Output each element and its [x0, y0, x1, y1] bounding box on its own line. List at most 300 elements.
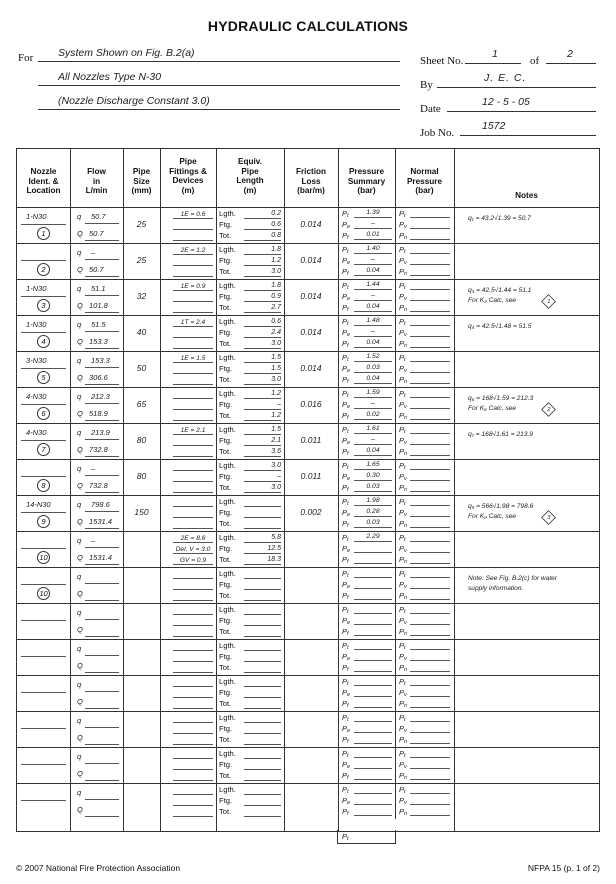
tot-label: Tot.	[219, 735, 232, 744]
table-row	[17, 207, 599, 243]
normal-pn-label: Pn	[399, 519, 408, 529]
table-row	[17, 747, 599, 783]
pressure-pf-value: 0.04	[366, 267, 380, 274]
nozzle-ident: 4-N30	[26, 428, 47, 437]
pressure-pe-label: Pe	[342, 364, 351, 374]
friction-loss: 0.014	[300, 255, 322, 265]
ftg-value: 12.5	[267, 545, 281, 552]
normal-pt-label: Pt	[399, 353, 406, 363]
lgth-label: Lgth.	[219, 605, 236, 614]
note-line-1: q₃ = 42.5√1.44 = 51.1	[468, 287, 532, 294]
normal-pv-label: Pv	[399, 796, 407, 806]
flow-Q-label: Q	[77, 589, 83, 598]
lgth-value: 1.8	[271, 246, 281, 253]
sheet-no: 1	[492, 48, 498, 60]
table-row	[17, 639, 599, 675]
pressure-pf-label: Pf	[342, 267, 349, 277]
flow-Q-label: Q	[77, 409, 83, 418]
node-circle: 7	[37, 443, 50, 456]
pressure-pf-value: 0.02	[366, 411, 380, 418]
node-circle: 5	[37, 371, 50, 384]
flow-Q-label: Q	[77, 733, 83, 742]
calculation-table	[16, 148, 600, 832]
sheet-total: 2	[567, 48, 573, 60]
normal-pv-label: Pv	[399, 688, 407, 698]
normal-pt-label: Pt	[399, 677, 406, 687]
flow-q-value: –	[91, 464, 96, 473]
pressure-pt-value: 1.65	[366, 461, 380, 468]
note-ref-diamond: 1	[541, 294, 556, 309]
ftg-label: Ftg.	[219, 616, 233, 625]
node-circle: 10	[37, 587, 50, 600]
flow-q-label: q	[77, 392, 82, 401]
fitting-entry: 2E = 1.2	[180, 247, 206, 254]
ftg-label: Ftg.	[219, 508, 233, 517]
tot-label: Tot.	[219, 447, 232, 456]
lgth-label: Lgth.	[219, 713, 236, 722]
flow-q-label: q	[77, 608, 82, 617]
lgth-value: 1.2	[271, 390, 281, 397]
pipe-size: 80	[136, 471, 147, 481]
pressure-pt-label: Pt	[342, 245, 349, 255]
normal-pn-label: Pn	[399, 375, 408, 385]
pressure-pt-label: Pt	[342, 713, 349, 723]
tot-label: Tot.	[219, 483, 232, 492]
ftg-label: Ftg.	[219, 580, 233, 589]
fitting-entry: 1E = 0.6	[180, 211, 206, 218]
normal-pt-label: Pt	[399, 461, 406, 471]
tot-value: 2.7	[271, 304, 281, 311]
ftg-label: Ftg.	[219, 256, 233, 265]
job-value: 1572	[482, 120, 506, 132]
normal-pn-label: Pn	[399, 771, 408, 781]
normal-pt-label: Pt	[399, 425, 406, 435]
friction-loss: 0.011	[300, 471, 322, 481]
ftg-value: 2.1	[271, 437, 281, 444]
pressure-pf-label: Pf	[342, 771, 349, 781]
lgth-label: Lgth.	[219, 281, 236, 290]
pressure-pe-value: 0.03	[366, 364, 380, 371]
flow-q-value: 50.7	[91, 212, 106, 221]
node-circle: 2	[37, 263, 50, 276]
ftg-value: 2.4	[271, 329, 281, 336]
form-title: HYDRAULIC CALCULATIONS	[207, 18, 409, 34]
node-circle: 3	[37, 299, 50, 312]
lgth-label: Lgth.	[219, 389, 236, 398]
col-header-equiv-length: Equiv. Pipe Length (m)	[236, 157, 264, 195]
pressure-pf-label: Pf	[342, 231, 349, 241]
pressure-pt-label: Pt	[342, 425, 349, 435]
nozzle-ident: 1-N30	[26, 320, 47, 329]
flow-q-label: q	[77, 680, 82, 689]
flow-q-label: q	[77, 788, 82, 797]
ftg-label: Ftg.	[219, 796, 233, 805]
normal-pt-label: Pt	[399, 785, 406, 795]
note-line-1: q₄ = 42.5√1.48 = 51.5	[468, 323, 532, 330]
fitting-entry: Del. V = 3.0	[175, 546, 211, 553]
pressure-pf-value: 0.03	[366, 483, 380, 490]
pressure-pt-label: Pt	[342, 461, 349, 471]
pressure-pt-label: Pt	[342, 677, 349, 687]
pressure-pf-value: 0.04	[366, 303, 380, 310]
pipe-size: 25	[136, 219, 147, 229]
friction-loss: 0.014	[300, 219, 322, 229]
table-row	[17, 675, 599, 711]
normal-pv-label: Pv	[399, 724, 407, 734]
pressure-pf-value: 0.04	[366, 339, 380, 346]
flow-q-value: 51.1	[91, 284, 106, 293]
pressure-pe-label: Pe	[342, 508, 351, 518]
table-row	[17, 459, 599, 495]
lgth-value: 0.6	[271, 318, 281, 325]
flow-Q-value: 306.6	[89, 373, 108, 382]
pressure-pe-label: Pe	[342, 688, 351, 698]
nozzle-ident: 14-N30	[26, 500, 51, 509]
flow-Q-label: Q	[77, 301, 83, 310]
pressure-pt-label: Pt	[342, 497, 349, 507]
ftg-label: Ftg.	[219, 400, 233, 409]
flow-Q-label: Q	[77, 373, 83, 382]
flow-Q-value: 50.7	[89, 265, 104, 274]
tot-label: Tot.	[219, 555, 232, 564]
sheet-label: Sheet No.	[420, 55, 464, 67]
pressure-pt-label: Pt	[342, 605, 349, 615]
note-line-1: q₉ = 566√1.98 = 798.6	[468, 503, 534, 510]
normal-pv-label: Pv	[399, 364, 407, 374]
pressure-pt-value: 1.40	[366, 245, 380, 252]
pressure-pe-label: Pe	[342, 292, 351, 302]
lgth-label: Lgth.	[219, 677, 236, 686]
pipe-size: 40	[136, 327, 147, 337]
pressure-pt-label: Pt	[342, 353, 349, 363]
pressure-pe-value: –	[371, 256, 375, 263]
tot-label: Tot.	[219, 591, 232, 600]
friction-loss: 0.002	[300, 507, 322, 517]
friction-loss: 0.016	[300, 399, 322, 409]
pressure-pt-label: Pt	[342, 317, 349, 327]
flow-Q-label: Q	[77, 553, 83, 562]
flow-Q-value: 1531.4	[89, 553, 112, 562]
lgth-label: Lgth.	[219, 785, 236, 794]
pressure-pe-label: Pe	[342, 220, 351, 230]
normal-pt-label: Pt	[399, 749, 406, 759]
lgth-label: Lgth.	[219, 317, 236, 326]
for-line-3: (Nozzle Discharge Constant 3.0)	[58, 95, 210, 107]
normal-pn-label: Pn	[399, 411, 408, 421]
lgth-label: Lgth.	[219, 641, 236, 650]
normal-pt-label: Pt	[399, 497, 406, 507]
fitting-entry: GV = 0.9	[179, 557, 207, 564]
table-row	[17, 279, 599, 315]
pressure-pf-label: Pf	[342, 627, 349, 637]
table-row	[17, 315, 599, 351]
pressure-pt-value: 1.48	[366, 317, 380, 324]
lgth-value: 1.8	[271, 282, 281, 289]
table-row	[17, 243, 599, 279]
flow-q-label: q	[77, 536, 82, 545]
normal-pn-label: Pn	[399, 339, 408, 349]
normal-pv-label: Pv	[399, 616, 407, 626]
flow-q-value: 213.9	[91, 428, 110, 437]
pressure-pe-label: Pe	[342, 472, 351, 482]
pressure-pf-label: Pf	[342, 339, 349, 349]
ftg-label: Ftg.	[219, 724, 233, 733]
of-label: of	[530, 55, 540, 67]
table-row	[17, 531, 599, 567]
normal-pn-label: Pn	[399, 699, 408, 709]
node-circle: 1	[37, 227, 50, 240]
pressure-pe-label: Pe	[342, 724, 351, 734]
nozzle-ident: 4-N30	[26, 392, 47, 401]
flow-Q-label: Q	[77, 337, 83, 346]
normal-pn-label: Pn	[399, 483, 408, 493]
flow-q-value: –	[91, 248, 96, 257]
tot-value: 3.0	[271, 340, 281, 347]
by-value: J. E. C.	[484, 72, 527, 84]
pressure-pe-value: –	[371, 400, 375, 407]
fitting-entry: 1T = 2.4	[180, 319, 206, 326]
normal-pv-label: Pv	[399, 544, 407, 554]
ftg-label: Ftg.	[219, 652, 233, 661]
normal-pn-label: Pn	[399, 303, 408, 313]
pressure-pf-label: Pf	[342, 519, 349, 529]
for-label: For	[18, 52, 34, 64]
tot-label: Tot.	[219, 519, 232, 528]
pressure-pt-label: Pt	[342, 389, 349, 399]
note-line-1: Note: See Fig. B.2(c) for water	[468, 575, 558, 582]
pressure-pf-label: Pf	[342, 699, 349, 709]
friction-loss: 0.014	[300, 327, 322, 337]
ftg-label: Ftg.	[219, 472, 233, 481]
normal-pn-label: Pn	[399, 807, 408, 817]
pressure-pf-label: Pf	[342, 375, 349, 385]
final-pt-box	[337, 830, 396, 844]
ftg-value: 1.5	[271, 365, 281, 372]
pressure-pf-label: Pf	[342, 483, 349, 493]
for-line-2: All Nozzles Type N-30	[58, 71, 162, 83]
ftg-label: Ftg.	[219, 292, 233, 301]
fitting-entry: 1E = 2.1	[180, 427, 206, 434]
pipe-size: 32	[136, 291, 147, 301]
lgth-label: Lgth.	[219, 461, 236, 470]
lgth-label: Lgth.	[219, 533, 236, 542]
normal-pt-label: Pt	[399, 641, 406, 651]
ftg-value: 1.2	[271, 257, 281, 264]
note-line-1: q₇ = 168√1.61 = 213.9	[468, 431, 533, 438]
lgth-value: 1.5	[271, 354, 281, 361]
pressure-pt-label: Pt	[342, 209, 349, 219]
normal-pt-label: Pt	[399, 209, 406, 219]
flow-Q-value: 101.8	[89, 301, 108, 310]
pipe-size: 25	[136, 255, 147, 265]
col-header-nozzle: Nozzle Ident. & Location	[26, 167, 61, 196]
col-header-pressure-summary: Pressure Summary (bar)	[347, 167, 386, 196]
tot-value: 0.8	[271, 232, 281, 239]
tot-label: Tot.	[219, 663, 232, 672]
col-header-pipe-size: Pipe Size (mm)	[131, 167, 152, 196]
pressure-pe-value: –	[371, 220, 375, 227]
tot-label: Tot.	[219, 627, 232, 636]
ftg-value: 0.9	[271, 293, 281, 300]
normal-pv-label: Pv	[399, 436, 407, 446]
tot-label: Tot.	[219, 807, 232, 816]
pipe-size: 65	[136, 399, 147, 409]
flow-q-label: q	[77, 320, 82, 329]
col-header-fittings: Pipe Fittings & Devices (m)	[169, 157, 207, 195]
tot-label: Tot.	[219, 375, 232, 384]
table-row	[17, 495, 599, 531]
ftg-label: Ftg.	[219, 760, 233, 769]
flow-Q-label: Q	[77, 445, 83, 454]
pressure-pt-label: Pt	[342, 749, 349, 759]
ftg-label: Ftg.	[219, 364, 233, 373]
normal-pv-label: Pv	[399, 580, 407, 590]
copyright: © 2007 National Fire Protection Association	[16, 863, 181, 873]
node-circle: 10	[37, 551, 50, 564]
normal-pn-label: Pn	[399, 267, 408, 277]
ftg-value: 0.6	[271, 221, 281, 228]
normal-pt-label: Pt	[399, 569, 406, 579]
page-number: NFPA 15 (p. 1 of 2)	[527, 863, 600, 873]
ftg-label: Ftg.	[219, 436, 233, 445]
pressure-pf-value: 0.03	[366, 519, 380, 526]
table-row	[17, 783, 599, 819]
pressure-pt-value: 1.61	[366, 425, 380, 432]
normal-pt-label: Pt	[399, 533, 406, 543]
pressure-pf-value: 0.04	[366, 375, 380, 382]
pressure-pe-value: –	[371, 328, 375, 335]
table-row	[17, 423, 599, 459]
pressure-pt-value: 1.98	[366, 497, 380, 504]
node-circle: 6	[37, 407, 50, 420]
normal-pt-label: Pt	[399, 389, 406, 399]
node-circle: 9	[37, 515, 50, 528]
pressure-pe-value: –	[371, 436, 375, 443]
flow-q-value: 798.6	[91, 500, 110, 509]
normal-pn-label: Pn	[399, 627, 408, 637]
for-line-1: System Shown on Fig. B.2(a)	[58, 47, 195, 59]
tot-label: Tot.	[219, 339, 232, 348]
normal-pt-label: Pt	[399, 605, 406, 615]
node-circle: 8	[37, 479, 50, 492]
normal-pt-label: Pt	[399, 281, 406, 291]
flow-Q-label: Q	[77, 625, 83, 634]
pressure-pt-value: 1.44	[366, 281, 380, 288]
lgth-label: Lgth.	[219, 353, 236, 362]
flow-Q-label: Q	[77, 697, 83, 706]
pressure-pt-label: Pt	[342, 533, 349, 543]
table-row	[17, 351, 599, 387]
flow-q-label: q	[77, 356, 82, 365]
col-header-friction: Friction Loss (bar/m)	[295, 167, 327, 196]
lgth-label: Lgth.	[219, 749, 236, 758]
tot-value: 3.0	[271, 484, 281, 491]
by-label: By	[420, 79, 433, 91]
table-row	[17, 567, 599, 603]
ftg-label: Ftg.	[219, 328, 233, 337]
lgth-value: 3.0	[271, 462, 281, 469]
normal-pn-label: Pn	[399, 591, 408, 601]
ftg-label: Ftg.	[219, 688, 233, 697]
flow-q-label: q	[77, 248, 82, 257]
pressure-pf-label: Pf	[342, 735, 349, 745]
flow-q-value: 212.3	[91, 392, 110, 401]
pressure-pe-label: Pe	[342, 616, 351, 626]
pressure-pt-label: Pt	[342, 569, 349, 579]
normal-pv-label: Pv	[399, 760, 407, 770]
pressure-pf-label: Pf	[342, 663, 349, 673]
pressure-pf-label: Pf	[342, 447, 349, 457]
nozzle-ident: 1-N30	[26, 212, 47, 221]
col-header-flow: Flow in L/min	[85, 167, 108, 196]
tot-label: Tot.	[219, 303, 232, 312]
normal-pn-label: Pn	[399, 447, 408, 457]
pipe-size: 80	[136, 435, 147, 445]
normal-pv-label: Pv	[399, 292, 407, 302]
pressure-pt-value: 1.39	[366, 209, 380, 216]
normal-pt-label: Pt	[399, 713, 406, 723]
flow-q-value: 51.5	[91, 320, 106, 329]
flow-q-label: q	[77, 212, 82, 221]
pressure-pt-label: Pt	[342, 281, 349, 291]
pressure-pf-label: Pf	[342, 591, 349, 601]
col-header-notes: Notes	[515, 191, 538, 200]
lgth-label: Lgth.	[219, 569, 236, 578]
note-line-2: supply information.	[468, 585, 524, 592]
nozzle-ident: 1-N30	[26, 284, 47, 293]
pressure-pe-value: 0.28	[366, 508, 380, 515]
normal-pv-label: Pv	[399, 652, 407, 662]
flow-q-label: q	[77, 284, 82, 293]
flow-Q-label: Q	[77, 481, 83, 490]
ftg-label: Ftg.	[219, 544, 233, 553]
note-line-2: For K₃ Calc, see	[468, 297, 517, 304]
flow-q-label: q	[77, 464, 82, 473]
pressure-pe-label: Pe	[342, 400, 351, 410]
flow-q-label: q	[77, 752, 82, 761]
note-ref-diamond: 2	[541, 402, 556, 417]
tot-label: Tot.	[219, 411, 232, 420]
pressure-pt-label: Pt	[342, 785, 349, 795]
pressure-pe-label: Pe	[342, 256, 351, 266]
note-line-2: For K₉ Calc, see	[468, 513, 517, 520]
col-header-normal-pressure: Normal Pressure (bar)	[406, 167, 443, 196]
normal-pn-label: Pn	[399, 231, 408, 241]
pressure-pe-value: –	[371, 292, 375, 299]
flow-Q-label: Q	[77, 661, 83, 670]
lgth-label: Lgth.	[219, 209, 236, 218]
pressure-pe-label: Pe	[342, 580, 351, 590]
fitting-entry: 1E = 1.5	[180, 355, 206, 362]
note-line-1: q₆ = 168√1.59 = 212.3	[468, 395, 534, 402]
pressure-pt-value: 1.52	[366, 353, 380, 360]
tot-label: Tot.	[219, 231, 232, 240]
nozzle-ident: 3-N30	[26, 356, 47, 365]
pressure-pe-value: 0.30	[366, 472, 380, 479]
tot-value: 3.0	[271, 268, 281, 275]
fitting-entry: 1E = 0.9	[180, 283, 206, 290]
normal-pv-label: Pv	[399, 400, 407, 410]
flow-Q-value: 1531.4	[89, 517, 112, 526]
pressure-pe-label: Pe	[342, 760, 351, 770]
lgth-label: Lgth.	[219, 425, 236, 434]
pipe-size: 50	[136, 363, 147, 373]
flow-Q-value: 732.8	[89, 445, 108, 454]
tot-value: 18.3	[267, 556, 281, 563]
table-row	[17, 603, 599, 639]
pressure-pf-label: Pf	[342, 303, 349, 313]
note-line-2: For K₆ Calc, see	[468, 405, 517, 412]
